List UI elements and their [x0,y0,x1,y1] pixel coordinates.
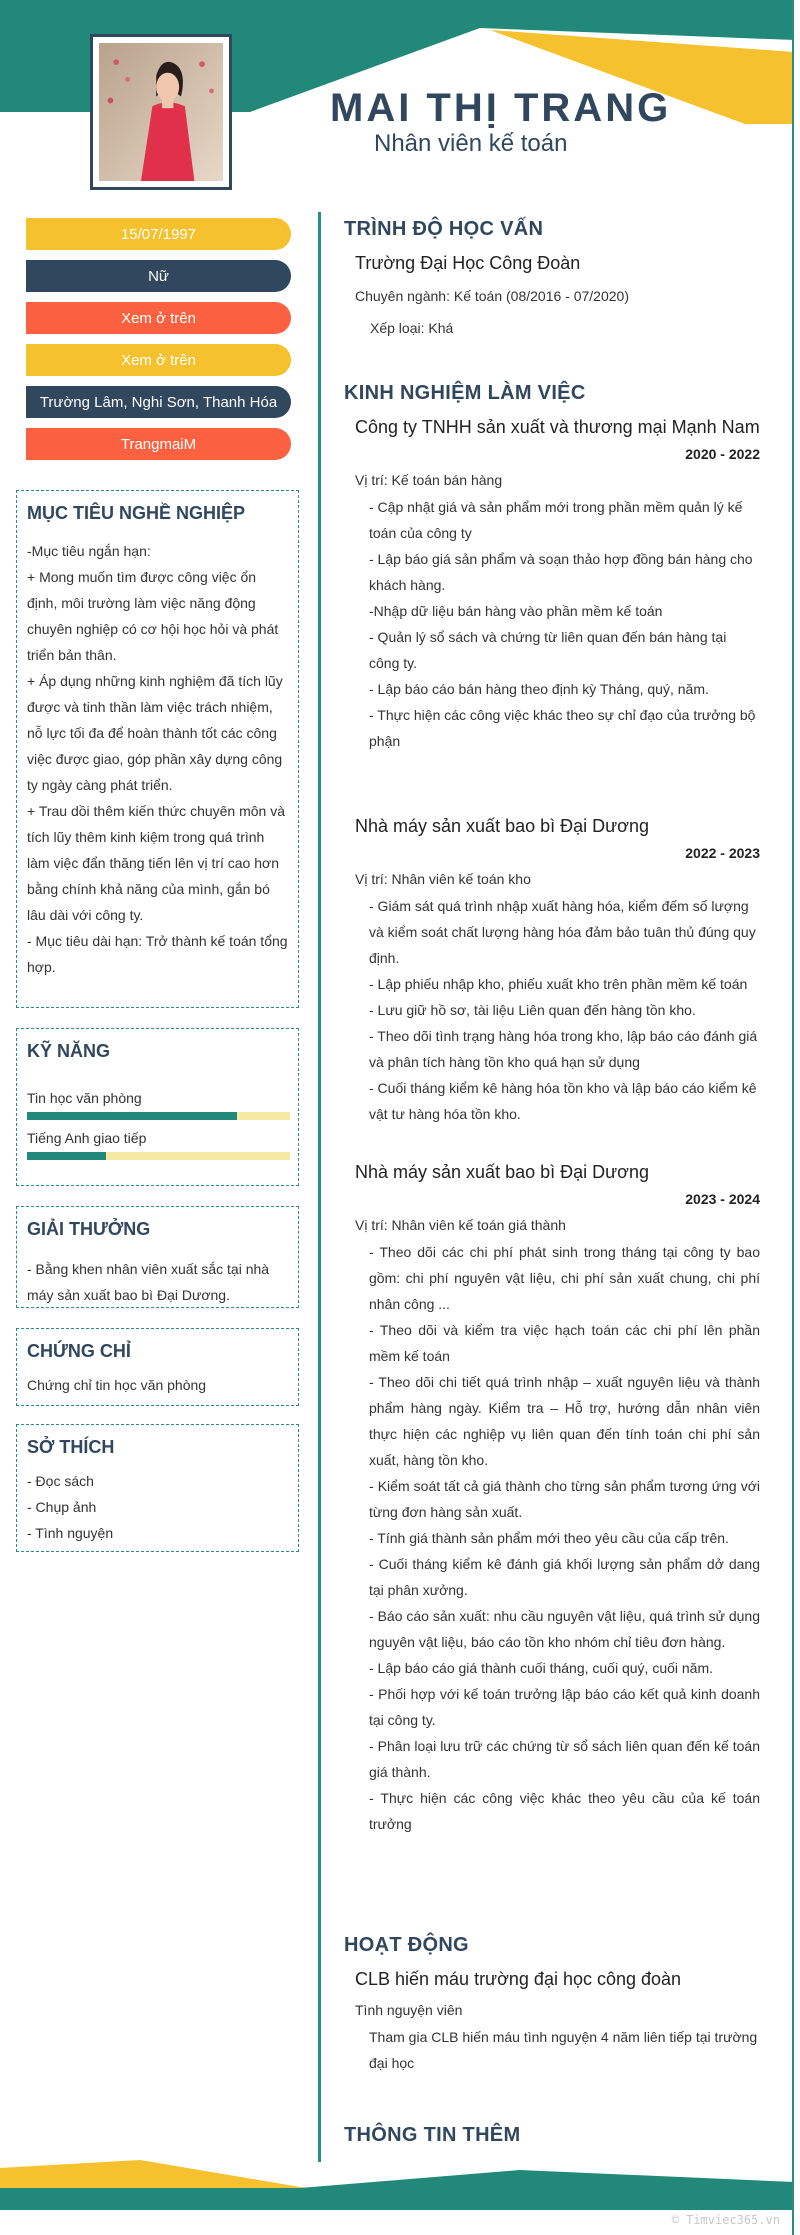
job-task: - Theo dõi tình trạng hàng hóa trong kho, lập báo cáo đánh giá và phân tích hàng tồn kho quá hạn sử dụng [369,1028,758,1070]
job-task: - Phối hợp với kế toán trưởng lập báo cáo kết quả kinh doanh tại công ty. [369,1686,760,1728]
email: Xem ở trên [26,344,291,376]
job-task: - Lập báo cáo bán hàng theo định kỳ Tháng, quý, năm. [369,681,709,697]
activity-desc: Tham gia CLB hiến máu tình nguyện 4 năm liên tiếp tại trường đại học [369,2029,758,2071]
hobby-item: - Tình nguyện [27,1525,114,1541]
company-name: Nhà máy sản xuất bao bì Đại Dương [355,816,650,836]
phone: Xem ở trên [26,302,291,334]
job-task: - Cuối tháng kiểm kê đánh giá khối lượng sản phẩm dở dang tại phân xưởng. [369,1556,760,1598]
job-task: - Quản lý sổ sách và chứng từ liên quan đến bán hàng tại công ty. [369,629,727,671]
job-task: - Theo dõi chi tiết quá trình nhập – xuất nguyên liệu và thành phẩm hàng ngày. Kiểm tra – Hỗ trợ, hướng dẫn nhân viên thực hiện các nghiệp vụ liên quan đến tính toán chi phí sản xuất, hàng tồn kho. [369,1374,760,1468]
job-task: - Giám sát quá trình nhập xuất hàng hóa, kiểm đếm số lượng và kiểm soát chất lượng hàng hóa đảm bảo tuân thủ đúng quy định. [369,898,756,966]
experience-section [344,382,760,754]
skill-name: Tin học văn phòng [27,1090,142,1106]
section-heading: KỸ NĂNG [27,1041,111,1061]
profile-photo [99,43,223,181]
job-tasks [344,494,760,754]
section-heading: TRÌNH ĐỘ HỌC VẤN [344,218,544,240]
job-years: 2020 - 2022 [685,446,760,462]
activity-org: CLB hiến máu trường đại học công đoàn [355,1969,682,1989]
award-text: - Bằng khen nhân viên xuất sắc tại nhà máy sản xuất bao bì Đại Dương. [27,1261,270,1303]
awards-section [16,1206,299,1308]
job-entry [344,417,760,754]
job-task: - Theo dõi và kiểm tra việc hạch toán các chi phí lên phần mềm kế toán [369,1322,760,1364]
job-years: 2022 - 2023 [685,845,760,861]
activities-section [344,1934,760,2076]
objective-line: + Trau dồi thêm kiến thức chuyên môn và tích lũy thêm kinh kiệm trong quá trình làm việc đẩn thăng tiến lên vị trí cao hơn bằng chính khả năng của mình, gắn bó lâu dài với công ty. [27,803,286,923]
skill-bar-fill [27,1152,106,1160]
section-heading: HOẠT ĐỘNG [344,1934,469,1956]
company-name: Nhà máy sản xuất bao bì Đại Dương [355,1162,650,1182]
additional-info-section [344,2124,760,2147]
section-heading: GIẢI THƯỞNG [27,1219,151,1239]
job-entry [344,1162,760,1837]
job-task: - Lập báo cáo giá thành cuối tháng, cuối quý, cuối năm. [369,1660,714,1676]
job-task: - Lập báo giá sản phẩm và soạn thảo hợp đồng bán hàng cho khách hàng. [369,551,753,593]
certificates-section [16,1328,299,1406]
major: Chuyên ngành: Kế toán (08/2016 - 07/2020) [355,288,629,304]
footer-background [0,2150,794,2210]
footer-yellow-shape [0,2160,330,2192]
job-task: - Thực hiện các công việc khác theo yêu cầu của kế toán trưởng [369,1790,760,1832]
certificate-text: Chứng chỉ tin học văn phòng [27,1377,207,1393]
hobby-item: - Đọc sách [27,1473,94,1489]
job-entry [344,816,760,1127]
job-task: - Tính giá thành sản phẩm mới theo yêu cầu của cấp trên. [369,1530,729,1546]
activity-role: Tình nguyện viên [355,2002,463,2018]
objective-line: + Mong muốn tìm được công việc ổn định, môi trường làm việc năng động chuyên nghiệp có cơ hội học hỏi và phát triển bản thân. [27,569,279,663]
skills-section [16,1028,299,1186]
job-position: Vị trí: Nhân viên kế toán kho [355,871,531,887]
section-heading: KINH NGHIỆM LÀM VIỆC [344,382,586,404]
objective-line: -Mục tiêu ngắn hạn: [27,543,151,559]
company-name: Công ty TNHH sản xuất và thương mại Mạnh Nam [355,417,760,437]
education-section [344,218,760,336]
skill-bar [27,1152,290,1160]
grade: Xếp loại: Khá [370,320,454,336]
job-task: - Cuối tháng kiểm kê hàng hóa tồn kho và lập báo cáo kiểm kê vật tư hàng hóa tồn kho. [369,1080,757,1122]
column-divider [318,212,321,2162]
candidate-job-title: Nhân viên kế toán [374,130,568,157]
activity-details [344,2024,760,2076]
job-task: - Kiểm soát tất cả giá thành cho từng sản phẩm tương ứng với từng đơn hàng sản xuất. [369,1478,760,1520]
section-heading: MỤC TIÊU NGHỀ NGHIỆP [27,503,246,523]
candidate-name: MAI THỊ TRANG [330,86,672,130]
job-position: Vị trí: Nhân viên kế toán giá thành [355,1217,566,1233]
section-heading: SỞ THÍCH [27,1437,115,1457]
profile-photo-frame [90,34,232,190]
objective-line: - Mục tiêu dài hạn: Trở thành kế toán tổng hợp. [27,933,288,975]
skill-name: Tiếng Anh giao tiếp [27,1130,147,1146]
hobby-item: - Chụp ảnh [27,1499,97,1515]
job-task: - Lập phiếu nhập kho, phiếu xuất kho trên phần mềm kế toán [369,976,748,992]
birthdate: 15/07/1997 [26,218,291,250]
address: Trường Lâm, Nghi Sơn, Thanh Hóa [26,386,291,418]
job-task: - Cập nhật giá và sản phẩm mới trong phần mềm quản lý kế toán của công ty [369,499,743,541]
gender: Nữ [26,260,291,292]
job-position: Vị trí: Kế toán bán hàng [355,472,503,488]
job-task: - Phân loại lưu trữ các chứng từ sổ sách liên quan đến kế toán giá thành. [369,1738,760,1780]
section-heading: CHỨNG CHỈ [27,1341,131,1361]
job-task: - Lưu giữ hồ sơ, tài liệu Liên quan đến hàng tồn kho. [369,1002,696,1018]
job-task: -Nhập dữ liệu bán hàng vào phần mềm kế toán [369,603,663,619]
job-tasks [344,893,760,1127]
job-task: - Theo dõi các chi phí phát sinh trong tháng tại công ty bao gồm: chi phí nguyên vật liệu, chi phí sản xuất chung, chi phí nhân công ... [369,1244,760,1312]
personal-info [26,218,291,470]
section-heading: THÔNG TIN THÊM [344,2124,521,2146]
job-years: 2023 - 2024 [685,1191,760,1207]
skill-bar-fill [27,1112,237,1120]
skill-bar [27,1112,290,1120]
watermark-credit: © Timviec365.vn [671,2213,780,2227]
school-name: Trường Đại Học Công Đoàn [355,253,581,273]
objective-line: + Áp dụng những kinh nghiệm đã tích lũy được và tinh thần làm việc trách nhiệm, nỗ lực tối đa để hoàn thành tốt các công việc được giao, góp phần xây dựng công ty ngày càng phát triển. [27,673,283,793]
objective-section [16,490,299,1008]
facebook: TrangmaiM [26,428,291,460]
job-task: - Báo cáo sản xuất: nhu cầu nguyên vật liệu, quá trình sử dụng nguyên vật liệu, báo cáo tồn kho nhóm chỉ tiêu đơn hàng. [369,1608,760,1650]
job-tasks [344,1239,760,1837]
hobbies-section [16,1424,299,1552]
job-task: - Thực hiện các công việc khác theo sự chỉ đạo của trưởng bộ phận [369,707,756,749]
